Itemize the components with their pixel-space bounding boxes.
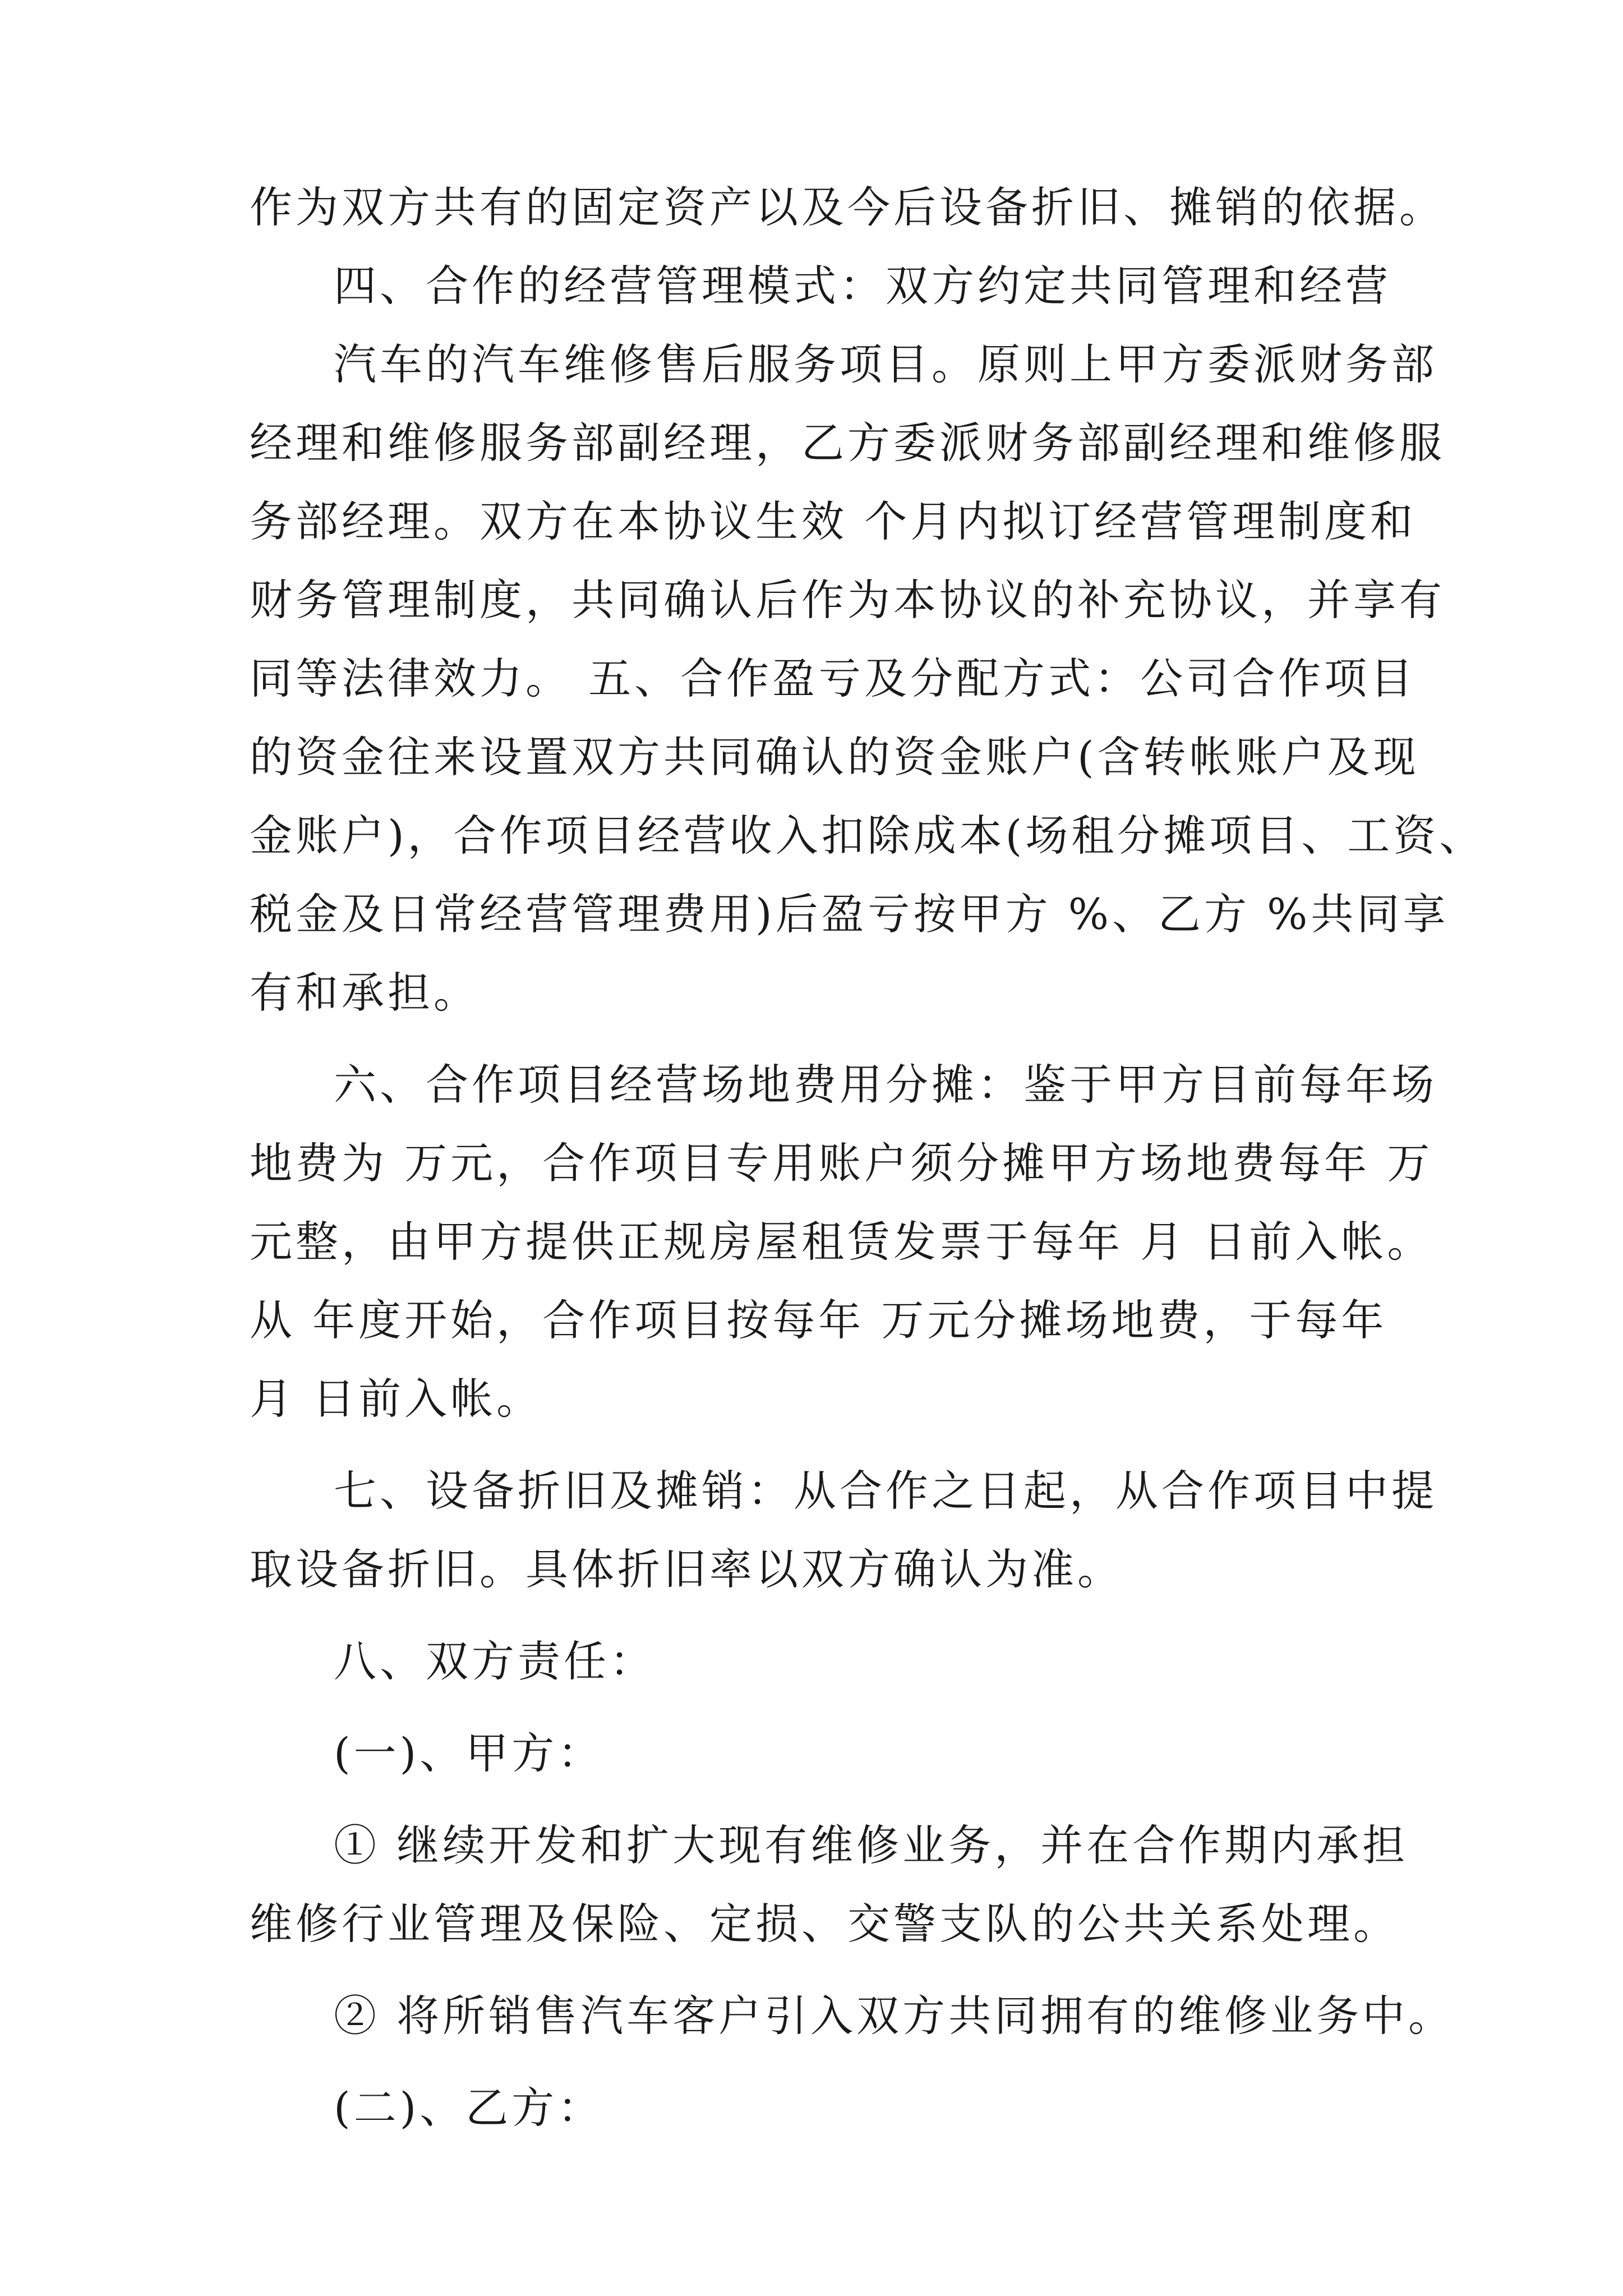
text-line: 的资金往来设置双方共同确认的资金账户(含转帐账户及现 xyxy=(250,732,1419,782)
text-line: 税金及日常经营管理费用)后盈亏按甲方 %、乙方 %共同享 xyxy=(250,889,1449,939)
text-line: 同等法律效力。 五、合作盈亏及分配方式：公司合作项目 xyxy=(250,654,1417,703)
text-line: (一)、甲方： xyxy=(334,1728,604,1778)
text-line: 金账户)，合作项目经营收入扣除成本(场租分摊项目、工资、 xyxy=(250,811,1486,861)
text-line: 取设备折旧。具体折旧率以双方确认为准。 xyxy=(250,1544,1123,1594)
text-line: 八、双方责任： xyxy=(334,1636,656,1686)
text-line: ① 继续开发和扩大现有维修业务，并在合作期内承担 xyxy=(334,1820,1409,1870)
text-line: 汽车的汽车维修售后服务项目。原则上甲方委派财务部 xyxy=(334,339,1437,389)
text-line: 从 年度开始，合作项目按每年 万元分摊场地费，于每年 xyxy=(250,1295,1387,1345)
document-body xyxy=(250,168,1486,2147)
text-line: 四、合作的经营管理模式：双方约定共同管理和经营 xyxy=(334,261,1391,311)
text-line: ② 将所销售汽车客户引入双方共同拥有的维修业务中。 xyxy=(334,1991,1455,2041)
text-line: 元整，由甲方提供正规房屋租赁发票于每年 月 日前入帐。 xyxy=(250,1217,1433,1267)
text-line: 务部经理。双方在本协议生效 个月内拟订经营管理制度和 xyxy=(250,496,1417,546)
text-line: 作为双方共有的固定资产以及今后设备折旧、摊销的依据。 xyxy=(250,182,1445,232)
text-line: 月 日前入帐。 xyxy=(250,1374,543,1424)
text-line: 七、设备折旧及摊销：从合作之日起，从合作项目中提 xyxy=(334,1466,1437,1516)
text-line: 财务管理制度，共同确认后作为本协议的补充协议，并享有 xyxy=(250,575,1445,625)
text-line: (二)、乙方： xyxy=(334,2083,604,2133)
text-line: 维修行业管理及保险、定损、交警支队的公共关系处理。 xyxy=(250,1899,1399,1949)
text-line: 六、合作项目经营场地费用分摊：鉴于甲方目前每年场 xyxy=(334,1060,1437,1110)
text-line: 有和承担。 xyxy=(250,968,479,1018)
text-line: 地费为 万元，合作项目专用账户须分摊甲方场地费每年 万 xyxy=(250,1138,1433,1188)
text-line: 经理和维修服务部副经理，乙方委派财务部副经理和维修服 xyxy=(250,418,1445,468)
